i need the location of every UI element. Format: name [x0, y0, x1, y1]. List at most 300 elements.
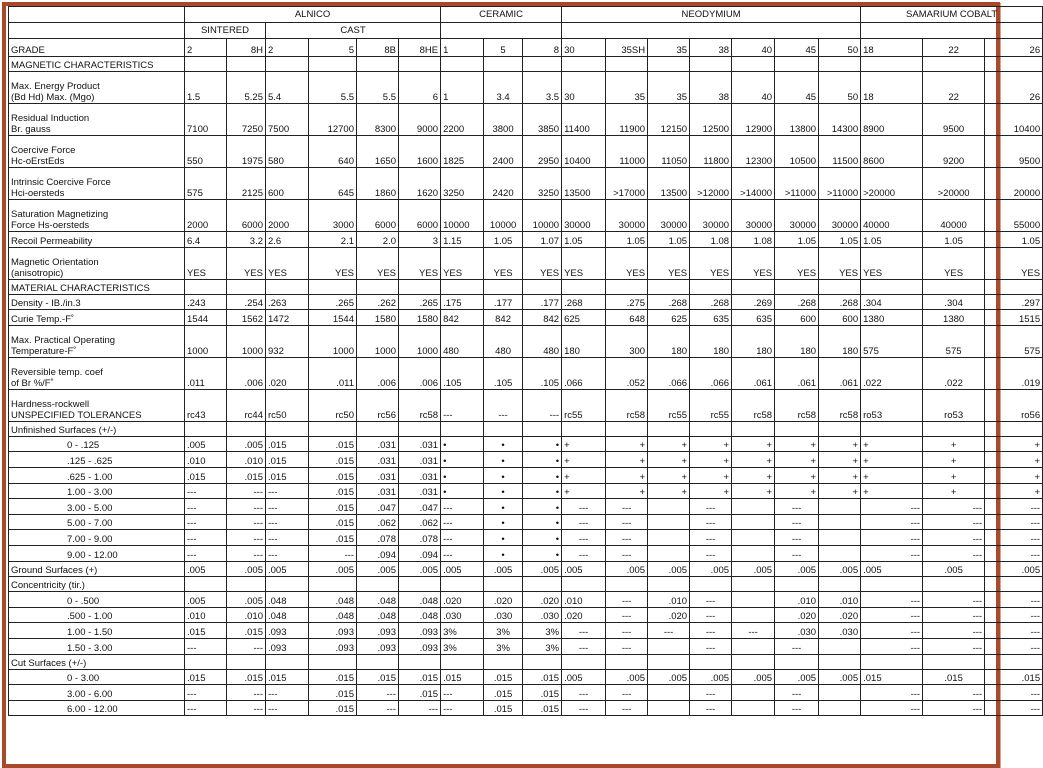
- subsection-label: Concentricity (tir.): [9, 577, 185, 592]
- value-cell: ---: [606, 607, 648, 623]
- value-cell: .048: [309, 607, 357, 623]
- value-cell: •: [523, 545, 562, 561]
- value-cell: +: [606, 467, 648, 483]
- value-cell: .175: [441, 294, 484, 310]
- value-cell: +: [562, 483, 606, 499]
- row-label: [9, 514, 185, 530]
- value-cell: 11400: [562, 104, 606, 136]
- value-cell: >14000: [732, 168, 775, 200]
- value-cell: +: [690, 436, 732, 452]
- corner-cell: [9, 23, 185, 39]
- row-label: [9, 168, 185, 200]
- value-cell: 2.6: [266, 232, 309, 248]
- value-cell: 648: [606, 310, 648, 326]
- table-row: [9, 200, 1043, 232]
- empty-cell: [562, 577, 606, 592]
- value-cell: 30000: [819, 200, 861, 232]
- value-cell: [732, 592, 775, 608]
- value-cell: .048: [309, 592, 357, 608]
- value-cell: 842: [523, 310, 562, 326]
- value-cell: YES: [399, 247, 441, 279]
- table-row: [9, 136, 1043, 168]
- value-cell: 12300: [732, 136, 775, 168]
- value-cell: 6000: [357, 200, 399, 232]
- value-cell: 11900: [606, 104, 648, 136]
- value-cell: 30000: [775, 200, 819, 232]
- value-cell: ---: [309, 545, 357, 561]
- row-label-line2: UNSPECIFIED TOLERANCES: [11, 409, 142, 421]
- value-cell: >20000: [923, 168, 985, 200]
- value-cell: .015: [227, 623, 266, 639]
- value-cell: •: [484, 467, 523, 483]
- value-cell: ---: [775, 499, 819, 515]
- value-cell: ---: [690, 514, 732, 530]
- value-cell: [732, 499, 775, 515]
- value-cell: .005: [648, 669, 690, 685]
- value-cell: YES: [185, 247, 227, 279]
- value-cell: 2125: [227, 168, 266, 200]
- row-label-line1: Max. Energy Product: [11, 81, 100, 92]
- value-cell: 1.05: [484, 232, 523, 248]
- value-cell: 1.05: [923, 232, 985, 248]
- value-cell: •: [484, 436, 523, 452]
- value-cell: ---: [185, 530, 227, 546]
- value-cell: rc58: [819, 389, 861, 421]
- empty-cell: [357, 654, 399, 669]
- value-cell: .061: [775, 357, 819, 389]
- value-cell: 2.0: [357, 232, 399, 248]
- value-cell: ---: [861, 530, 923, 546]
- row-label-line2: of Br %/F˚: [11, 377, 54, 389]
- row-label: [9, 72, 185, 104]
- empty-cell: [227, 57, 266, 72]
- grade-cell: 38: [690, 39, 732, 57]
- value-cell: ---: [690, 530, 732, 546]
- value-cell: ---: [923, 685, 985, 701]
- empty-cell: [185, 654, 227, 669]
- value-cell: ---: [484, 389, 523, 421]
- value-cell: ---: [227, 483, 266, 499]
- subgroup-header: CAST: [266, 23, 441, 39]
- row-label-line1: 1.00 - 3.00: [67, 487, 113, 499]
- value-cell: •: [523, 530, 562, 546]
- empty-cell: [732, 279, 775, 294]
- empty-cell: [819, 57, 861, 72]
- value-cell: .177: [523, 294, 562, 310]
- value-cell: ---: [441, 389, 484, 421]
- value-cell: ---: [185, 545, 227, 561]
- table-row: [9, 325, 1043, 357]
- value-cell: +: [923, 436, 985, 452]
- value-cell: ---: [399, 700, 441, 716]
- value-cell: .048: [399, 592, 441, 608]
- value-cell: .015: [309, 530, 357, 546]
- table-row: [9, 452, 1043, 468]
- value-cell: 1.05: [775, 232, 819, 248]
- table-row: [9, 514, 1043, 530]
- grade-cell: 35SH: [606, 39, 648, 57]
- value-cell: •: [484, 452, 523, 468]
- value-cell: ---: [690, 623, 732, 639]
- value-cell: 7250: [227, 104, 266, 136]
- empty-cell: [732, 577, 775, 592]
- value-cell: .031: [399, 436, 441, 452]
- value-cell: ---: [441, 700, 484, 716]
- value-cell: .105: [523, 357, 562, 389]
- value-cell: .005: [399, 561, 441, 577]
- empty-cell: [690, 279, 732, 294]
- value-cell: .015: [266, 669, 309, 685]
- value-cell: 3.4: [484, 72, 523, 104]
- value-cell: rc44: [227, 389, 266, 421]
- value-cell: +: [648, 467, 690, 483]
- value-cell: ---: [606, 530, 648, 546]
- value-cell: .265: [399, 294, 441, 310]
- value-cell: ---: [227, 700, 266, 716]
- value-cell: 1.05: [648, 232, 690, 248]
- value-cell: 1600: [399, 136, 441, 168]
- empty-cell: [523, 57, 562, 72]
- value-cell: .093: [357, 623, 399, 639]
- value-cell: .005: [690, 561, 732, 577]
- table-row: [9, 623, 1043, 639]
- value-cell: .020: [819, 607, 861, 623]
- value-cell: rc58: [606, 389, 648, 421]
- value-cell: 2200: [441, 104, 484, 136]
- value-cell: rc55: [690, 389, 732, 421]
- row-label-line1: Reversible temp. coef: [11, 366, 103, 378]
- value-cell: ---: [227, 499, 266, 515]
- value-cell: .078: [399, 530, 441, 546]
- value-cell: ---: [606, 592, 648, 608]
- value-cell: .031: [399, 452, 441, 468]
- value-cell: •: [523, 499, 562, 515]
- value-cell: 480: [484, 325, 523, 357]
- value-cell: •: [441, 467, 484, 483]
- value-cell: [732, 607, 775, 623]
- value-cell: .047: [357, 499, 399, 515]
- empty-cell: [484, 421, 523, 436]
- value-cell: 640: [309, 136, 357, 168]
- value-cell: ro56: [985, 389, 1043, 421]
- value-cell: 1000: [309, 325, 357, 357]
- value-cell: YES: [923, 247, 985, 279]
- value-cell: .015: [309, 700, 357, 716]
- value-cell: 842: [441, 310, 484, 326]
- value-cell: ---: [985, 592, 1043, 608]
- grade-cell: 45: [775, 39, 819, 57]
- empty-cell: [732, 421, 775, 436]
- value-cell: .243: [185, 294, 227, 310]
- value-cell: 8600: [861, 136, 923, 168]
- row-label: [9, 623, 185, 639]
- value-cell: .061: [732, 357, 775, 389]
- value-cell: 9200: [923, 136, 985, 168]
- value-cell: [819, 685, 861, 701]
- value-cell: ---: [775, 514, 819, 530]
- value-cell: 45: [775, 72, 819, 104]
- value-cell: .005: [441, 561, 484, 577]
- value-cell: 1975: [227, 136, 266, 168]
- row-label: [9, 232, 185, 248]
- value-cell: 300: [606, 325, 648, 357]
- empty-cell: [648, 577, 690, 592]
- row-label: [9, 200, 185, 232]
- empty-cell: [441, 57, 484, 72]
- value-cell: +: [648, 436, 690, 452]
- value-cell: 575: [923, 325, 985, 357]
- value-cell: ---: [985, 545, 1043, 561]
- value-cell: 9500: [923, 104, 985, 136]
- table-row: [9, 638, 1043, 654]
- value-cell: .066: [562, 357, 606, 389]
- group-header: CERAMIC: [441, 7, 562, 23]
- grade-cell: 1: [441, 39, 484, 57]
- value-cell: .031: [357, 452, 399, 468]
- value-cell: .093: [357, 638, 399, 654]
- value-cell: [732, 530, 775, 546]
- empty-cell: [819, 279, 861, 294]
- empty-cell: [266, 654, 309, 669]
- value-cell: ro53: [923, 389, 985, 421]
- value-cell: YES: [441, 247, 484, 279]
- value-cell: .105: [484, 357, 523, 389]
- value-cell: 1472: [266, 310, 309, 326]
- row-label-line1: Coercive Force: [11, 145, 76, 156]
- value-cell: ---: [985, 700, 1043, 716]
- value-cell: 1.08: [732, 232, 775, 248]
- value-cell: .031: [357, 467, 399, 483]
- value-cell: .015: [309, 483, 357, 499]
- value-cell: [732, 545, 775, 561]
- value-cell: 1860: [357, 168, 399, 200]
- value-cell: .093: [309, 623, 357, 639]
- value-cell: ---: [227, 530, 266, 546]
- value-cell: .030: [441, 607, 484, 623]
- value-cell: 10400: [562, 136, 606, 168]
- value-cell: .010: [648, 592, 690, 608]
- row-label: [9, 389, 185, 421]
- value-cell: 10000: [484, 200, 523, 232]
- row-label: [9, 467, 185, 483]
- value-cell: ---: [266, 514, 309, 530]
- value-cell: 1.05: [861, 232, 923, 248]
- grade-cell: 2: [266, 39, 309, 57]
- value-cell: +: [732, 436, 775, 452]
- value-cell: .015: [266, 452, 309, 468]
- value-cell: .015: [309, 669, 357, 685]
- value-cell: +: [775, 436, 819, 452]
- empty-cell: [985, 421, 1043, 436]
- empty-cell: [309, 421, 357, 436]
- value-cell: 480: [523, 325, 562, 357]
- row-label: [9, 357, 185, 389]
- value-cell: •: [484, 530, 523, 546]
- value-cell: 7500: [266, 104, 309, 136]
- row-label-line1: .500 - 1.00: [67, 611, 113, 623]
- grade-cell: 30: [562, 39, 606, 57]
- empty-cell: [562, 421, 606, 436]
- value-cell: .268: [690, 294, 732, 310]
- value-cell: 1650: [357, 136, 399, 168]
- value-cell: ---: [523, 389, 562, 421]
- value-cell: [732, 638, 775, 654]
- value-cell: .093: [266, 623, 309, 639]
- value-cell: 5.5: [309, 72, 357, 104]
- row-label-line1: Density - IB./in.3: [11, 298, 81, 310]
- value-cell: +: [775, 483, 819, 499]
- value-cell: ---: [227, 514, 266, 530]
- value-cell: +: [819, 452, 861, 468]
- value-cell: 575: [185, 168, 227, 200]
- value-cell: .010: [819, 592, 861, 608]
- empty-cell: [484, 577, 523, 592]
- value-cell: •: [484, 483, 523, 499]
- value-cell: •: [484, 545, 523, 561]
- value-cell: 1.5: [185, 72, 227, 104]
- value-cell: .015: [185, 623, 227, 639]
- value-cell: .105: [441, 357, 484, 389]
- value-cell: .048: [357, 592, 399, 608]
- empty-cell: [606, 279, 648, 294]
- value-cell: +: [861, 436, 923, 452]
- value-cell: 30000: [562, 200, 606, 232]
- value-cell: 1562: [227, 310, 266, 326]
- value-cell: 1.08: [690, 232, 732, 248]
- value-cell: .031: [357, 483, 399, 499]
- value-cell: ---: [690, 499, 732, 515]
- table-row: [9, 294, 1043, 310]
- row-label-line1: Residual Induction: [11, 113, 90, 124]
- value-cell: [819, 638, 861, 654]
- empty-cell: [861, 577, 923, 592]
- row-label-line1: Magnetic Orientation: [11, 256, 99, 268]
- group-header: ALNICO: [185, 7, 441, 23]
- value-cell: ---: [923, 545, 985, 561]
- value-cell: ---: [861, 623, 923, 639]
- grade-cell: 2: [185, 39, 227, 57]
- empty-cell: [732, 654, 775, 669]
- table-row: [9, 545, 1043, 561]
- value-cell: rc58: [399, 389, 441, 421]
- empty-cell: [775, 57, 819, 72]
- value-cell: [819, 545, 861, 561]
- empty-cell: [399, 279, 441, 294]
- value-cell: [648, 638, 690, 654]
- row-label-line1: Recoil Permeability: [11, 235, 93, 247]
- value-cell: [819, 700, 861, 716]
- value-cell: 14300: [819, 104, 861, 136]
- table-row: [9, 421, 1043, 436]
- value-cell: YES: [309, 247, 357, 279]
- value-cell: .005: [775, 561, 819, 577]
- value-cell: +: [732, 467, 775, 483]
- value-cell: ---: [690, 638, 732, 654]
- value-cell: 7100: [185, 104, 227, 136]
- value-cell: +: [861, 452, 923, 468]
- value-cell: ---: [923, 530, 985, 546]
- value-cell: >20000: [861, 168, 923, 200]
- value-cell: +: [985, 436, 1043, 452]
- row-label: [9, 685, 185, 701]
- value-cell: 1000: [185, 325, 227, 357]
- value-cell: 9000: [399, 104, 441, 136]
- row-label-line1: 5.00 - 7.00: [67, 518, 113, 530]
- value-cell: ro53: [861, 389, 923, 421]
- value-cell: .005: [484, 561, 523, 577]
- value-cell: ---: [441, 545, 484, 561]
- value-cell: 10000: [441, 200, 484, 232]
- value-cell: YES: [690, 247, 732, 279]
- value-cell: ---: [606, 700, 648, 716]
- empty-cell: [606, 654, 648, 669]
- value-cell: 600: [819, 310, 861, 326]
- value-cell: YES: [484, 247, 523, 279]
- value-cell: 1.15: [441, 232, 484, 248]
- value-cell: 3850: [523, 104, 562, 136]
- table-row: [9, 577, 1043, 592]
- value-cell: .030: [819, 623, 861, 639]
- value-cell: .019: [985, 357, 1043, 389]
- value-cell: +: [985, 452, 1043, 468]
- value-cell: .062: [399, 514, 441, 530]
- value-cell: .020: [266, 357, 309, 389]
- value-cell: 575: [985, 325, 1043, 357]
- row-label: [9, 669, 185, 685]
- value-cell: 180: [732, 325, 775, 357]
- row-label-line2: Force Hs-oersteds: [11, 220, 90, 231]
- value-cell: .005: [185, 592, 227, 608]
- value-cell: 50: [819, 72, 861, 104]
- value-cell: 5.25: [227, 72, 266, 104]
- value-cell: ---: [923, 499, 985, 515]
- value-cell: ---: [732, 623, 775, 639]
- value-cell: ---: [985, 623, 1043, 639]
- value-cell: .011: [185, 357, 227, 389]
- value-cell: ---: [861, 607, 923, 623]
- value-cell: rc43: [185, 389, 227, 421]
- value-cell: 575: [861, 325, 923, 357]
- value-cell: +: [732, 452, 775, 468]
- value-cell: +: [819, 467, 861, 483]
- table-row: [9, 104, 1043, 136]
- value-cell: .020: [648, 607, 690, 623]
- empty-cell: [227, 421, 266, 436]
- value-cell: .015: [309, 436, 357, 452]
- value-cell: .010: [185, 452, 227, 468]
- empty-cell: [985, 279, 1043, 294]
- section-label: MAGNETIC CHARACTERISTICS: [9, 57, 185, 72]
- value-cell: .010: [562, 592, 606, 608]
- value-cell: •: [484, 499, 523, 515]
- empty-cell: [690, 57, 732, 72]
- subgroup-header: SINTERED: [185, 23, 266, 39]
- table-row: [9, 232, 1043, 248]
- empty-cell: [357, 577, 399, 592]
- value-cell: [648, 514, 690, 530]
- value-cell: 180: [775, 325, 819, 357]
- value-cell: +: [562, 452, 606, 468]
- value-cell: +: [606, 452, 648, 468]
- subgroup-header: [562, 23, 861, 39]
- value-cell: .005: [227, 561, 266, 577]
- value-cell: rc58: [732, 389, 775, 421]
- group-header-row: [9, 7, 1043, 23]
- value-cell: ---: [648, 623, 690, 639]
- value-cell: .005: [985, 561, 1043, 577]
- value-cell: 1825: [441, 136, 484, 168]
- value-cell: ---: [985, 638, 1043, 654]
